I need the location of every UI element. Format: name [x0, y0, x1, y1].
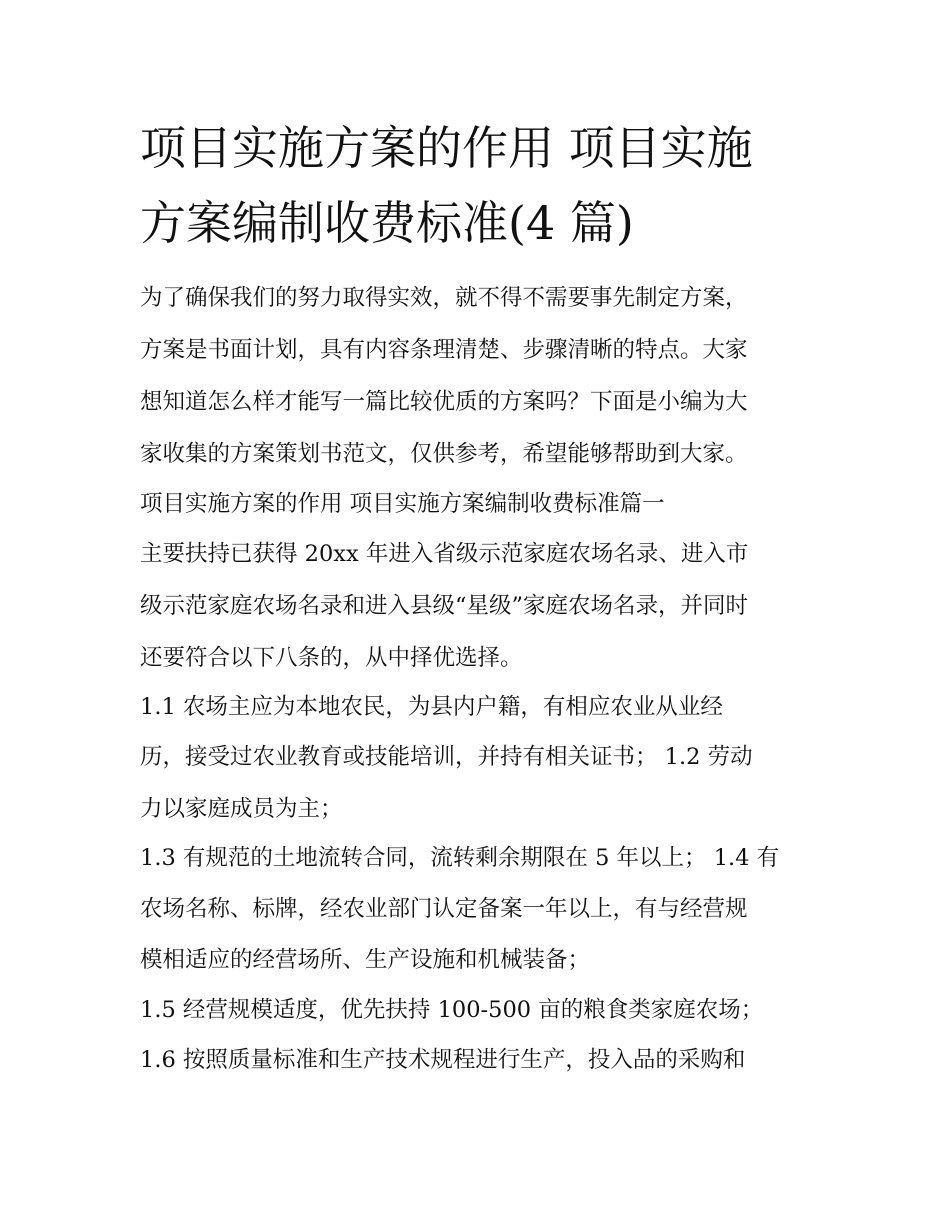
body-line-13: 农场名称、标牌，经农业部门认定备案一年以上，有与经营规 [140, 896, 748, 922]
body-line-1: 为了确保我们的努力取得实效，就不得不需要事先制定方案， [140, 285, 748, 311]
body-line-7: 级示范家庭农场名录和进入县级“星级”家庭农场名录，并同时 [140, 593, 749, 619]
body-line-2: 方案是书面计划，具有内容条理清楚、步骤清晰的特点。大家 [140, 337, 748, 363]
body-line-11: 力以家庭成员为主； [140, 796, 343, 822]
document-title-line-2: 方案编制收费标准(4 篇) [140, 196, 634, 250]
body-line-12: 1.3 有规范的土地流转合同，流转剩余期限在 5 年以上； 1.4 有 [140, 845, 780, 871]
body-line-8: 还要符合以下八条的，从中择优选择。 [140, 645, 523, 671]
section-heading: 项目实施方案的作用 项目实施方案编制收费标准篇一 [140, 491, 665, 517]
body-line-9: 1.1 农场主应为本地农民，为县内户籍，有相应农业从业经 [140, 694, 723, 720]
body-line-16: 1.6 按照质量标准和生产技术规程进行生产，投入品的采购和 [140, 1047, 746, 1073]
body-line-14: 模相适应的经营场所、生产设施和机械装备； [140, 947, 591, 973]
body-line-15: 1.5 经营规模适度，优先扶持 100-500 亩的粮食类家庭农场； [140, 997, 764, 1023]
document-title-line-1: 项目实施方案的作用 项目实施 [140, 121, 753, 175]
body-line-6: 主要扶持已获得 20xx 年进入省级示范家庭农场名录、进入市 [140, 541, 749, 567]
body-line-4: 家收集的方案策划书范文，仅供参考，希望能够帮助到大家。 [140, 441, 748, 467]
body-line-3: 想知道怎么样才能写一篇比较优质的方案吗？下面是小编为大 [140, 389, 748, 415]
body-line-10: 历，接受过农业教育或技能培训，并持有相关证书； 1.2 劳动 [140, 744, 753, 770]
